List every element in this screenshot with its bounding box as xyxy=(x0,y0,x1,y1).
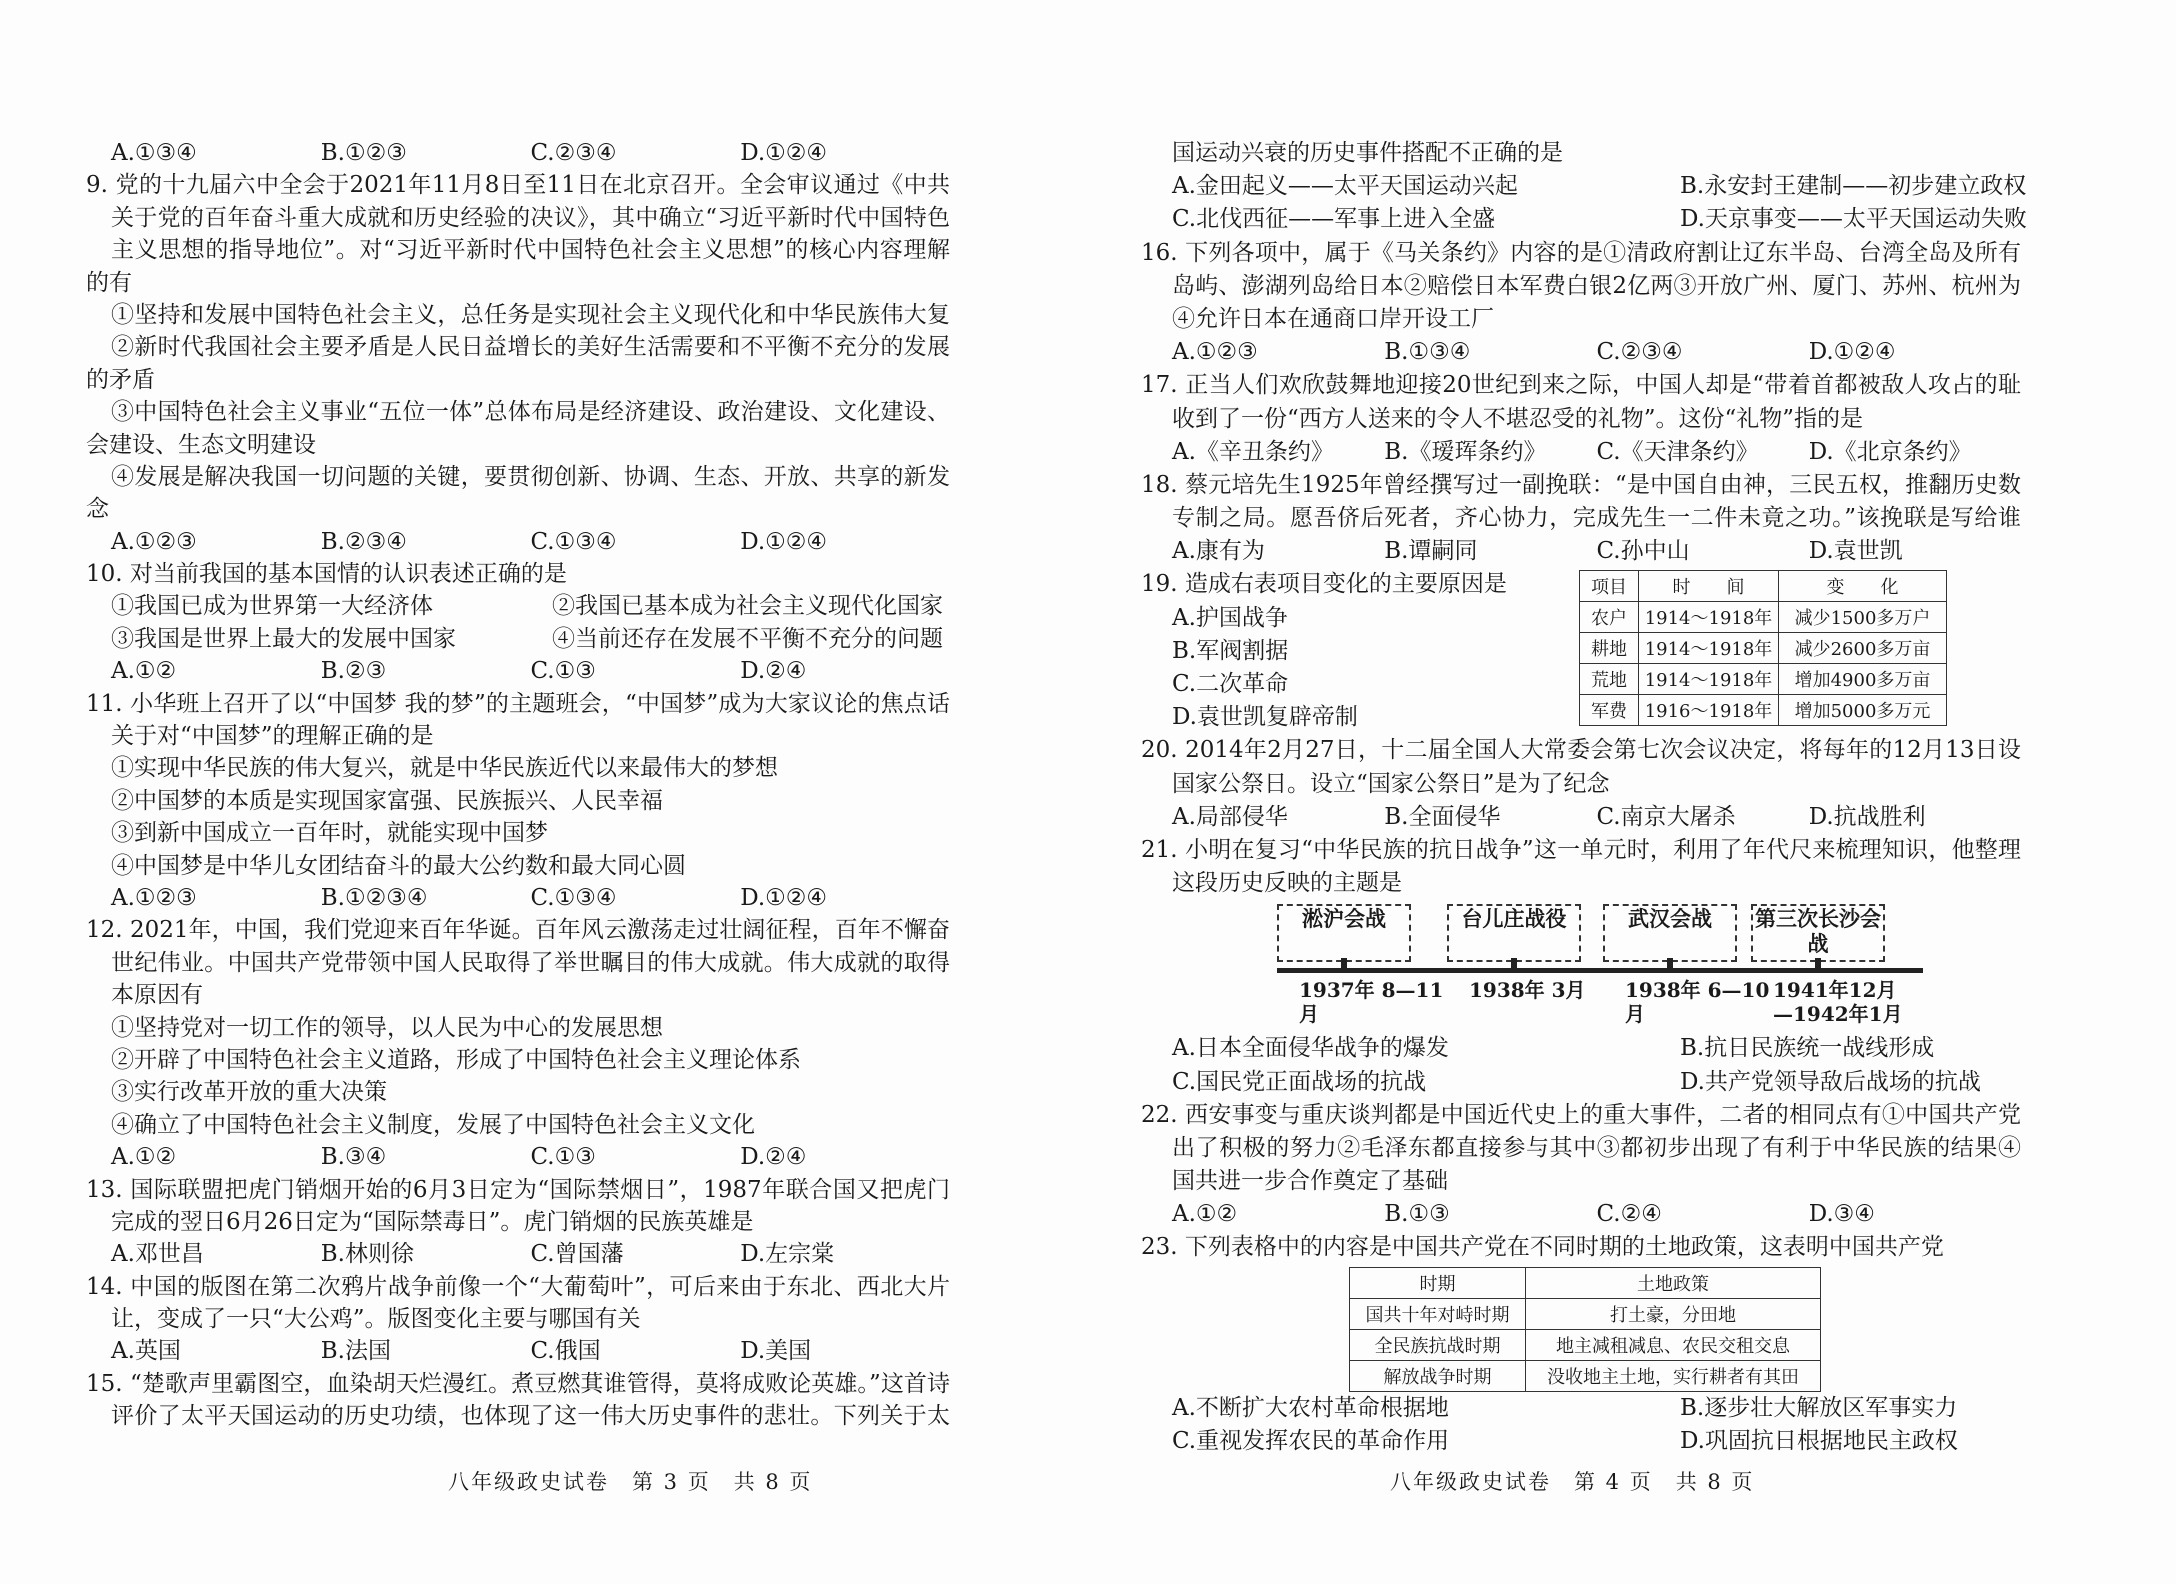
timeline-date: 1941年12月 —1942年1月 xyxy=(1773,978,1903,1027)
question-stem: 17. 正当人们欢欣鼓舞地迎接20世纪到来之际，中国人却是“带着首都被敌人攻占的耻 xyxy=(1141,372,2021,399)
text-line: 世纪伟业。中国共产党带领中国人民取得了举世瞩目的伟大成就。伟大成就的取得 xyxy=(111,949,950,976)
table-cell: 时期 xyxy=(1350,1267,1526,1298)
answer-option: D.①②④ xyxy=(740,140,828,166)
answer-option: A.康有为 xyxy=(1172,538,1265,565)
answer-option: D.左宗棠 xyxy=(740,1241,835,1268)
question-stem: 13. 国际联盟把虎门销烟开始的6月3日定为“国际禁烟日”，1987年联合国又把虎门 xyxy=(86,1176,950,1203)
answer-options xyxy=(1172,1425,2021,1458)
answer-option: D.袁世凯 xyxy=(1808,538,1903,565)
page-4-footer: 八年级政史试卷 第 4 页 共 8 页 xyxy=(1390,1470,1755,1494)
question-stem: 11. 小华班上召开了以“中国梦 我的梦”的主题班会，“中国梦”成为大家议论的焦点话 xyxy=(86,690,950,717)
answer-option: B.②③④ xyxy=(320,528,407,555)
answer-option: C.南京大屠杀 xyxy=(1596,803,1736,830)
answer-option: B.①③④ xyxy=(1384,339,1471,366)
answer-options xyxy=(1172,203,2027,236)
question-stem: 14. 中国的版图在第二次鸦片战争前像一个“大葡萄叶”，可后来由于东北、西北大片 xyxy=(86,1273,950,1300)
answer-options xyxy=(1172,436,2021,469)
answer-options xyxy=(111,1141,950,1173)
answer-options xyxy=(1172,1198,2021,1231)
answer-option: B.谭嗣同 xyxy=(1384,538,1478,565)
text-line: 主义思想的指导地位”。对“习近平新时代中国特色社会主义思想”的核心内容理解 xyxy=(111,237,950,264)
answer-option: B.全面侵华 xyxy=(1384,803,1501,830)
statement-item: ④确立了中国特色社会主义制度，发展了中国特色社会主义文化 xyxy=(111,1111,755,1138)
answer-option: C.①③④ xyxy=(530,528,617,555)
statement-item: A.护国战争 xyxy=(1172,604,1288,631)
table-cell: 荒地 xyxy=(1580,664,1639,695)
answer-option: D.①②④ xyxy=(740,884,828,911)
table-cell: 减少1500多万户 xyxy=(1779,602,1947,633)
table-cell: 没收地主土地，实行耕者有其田 xyxy=(1526,1360,1821,1391)
answer-options xyxy=(111,526,950,558)
timeline-tick xyxy=(1341,958,1347,970)
table-cell: 1916～1918年 xyxy=(1639,695,1779,726)
answer-option: B.①②③ xyxy=(320,140,407,166)
statement-item: ①坚持党对一切工作的领导，以人民为中心的发展思想 xyxy=(111,1014,663,1041)
statement-item: ①实现中华民族的伟大复兴，就是中华民族近代以来最伟大的梦想 xyxy=(111,755,778,782)
text-line: 会建设、生态文明建设 xyxy=(86,431,316,458)
answer-option: D.③④ xyxy=(1808,1201,1875,1228)
timeline-event-box: 武汉会战 xyxy=(1603,904,1737,962)
table-cell: 地主减租减息、农民交租交息 xyxy=(1526,1329,1821,1360)
answer-option: C.曾国藩 xyxy=(530,1241,624,1268)
timeline-date: 1938年 6—10月 xyxy=(1625,978,1770,1027)
answer-option: D.《北京条约》 xyxy=(1808,438,1972,465)
answer-options xyxy=(111,623,950,655)
text-line: 出了积极的努力②毛泽东都直接参与其中③都初步出现了有利于中华民族的结果④ xyxy=(1172,1134,2021,1161)
answer-option: ③我国是世界上最大的发展中国家 xyxy=(111,625,456,652)
statement-item: ④中国梦是中华儿女团结奋斗的最大公约数和最大同心圆 xyxy=(111,852,686,879)
answer-option: B.逐步壮大解放区军事实力 xyxy=(1680,1394,1958,1421)
text-line: 念 xyxy=(86,496,109,523)
text-line: 本原因有 xyxy=(111,982,203,1009)
answer-options xyxy=(111,882,950,914)
answer-option: B.②③ xyxy=(320,658,387,685)
question-stem: 21. 小明在复习“中华民族的抗日战争”这一单元时，利用了年代尺来梳理知识，他整理 xyxy=(1141,836,2021,863)
answer-option: C.②③④ xyxy=(530,140,617,166)
answer-option: C.①③④ xyxy=(530,884,617,911)
answer-option: A.不断扩大农村革命根据地 xyxy=(1172,1394,1449,1421)
text-line: 岛屿、澎湖列岛给日本②赔偿日本军费白银2亿两③开放广州、厦门、苏州、杭州为 xyxy=(1172,272,2021,299)
table-cell: 1914～1918年 xyxy=(1639,633,1779,664)
answer-option: C.②④ xyxy=(1596,1201,1662,1228)
answer-options xyxy=(1172,535,2021,568)
text-line: 让，变成了一只“大公鸡”。版图变化主要与哪国有关 xyxy=(111,1306,641,1333)
answer-options xyxy=(1172,170,2027,203)
answer-option: C.俄国 xyxy=(530,1338,601,1365)
statement-item: ③到新中国成立一百年时，就能实现中国梦 xyxy=(111,820,548,847)
answer-options xyxy=(1172,801,2021,834)
text-line: 这段历史反映的主题是 xyxy=(1172,870,1402,897)
text-line: 的矛盾 xyxy=(86,366,155,393)
statement-item: ③实行改革开放的重大决策 xyxy=(111,1079,387,1106)
page-3-column xyxy=(86,137,950,1433)
answer-options xyxy=(1172,1066,2021,1099)
answer-option: D.①②④ xyxy=(740,528,828,555)
answer-option: B.抗日民族统一战线形成 xyxy=(1680,1035,1935,1062)
timeline-date: 1937年 8—11月 xyxy=(1299,978,1444,1027)
text-line: 关于对“中国梦”的理解正确的是 xyxy=(111,723,434,750)
answer-option: C.①③ xyxy=(530,1144,596,1171)
answer-option: A.局部侵华 xyxy=(1172,803,1288,830)
answer-option: D.巩固抗日根据地民主政权 xyxy=(1680,1427,1958,1454)
timeline-tick xyxy=(1667,958,1673,970)
table-cell: 国共十年对峙时期 xyxy=(1350,1298,1526,1329)
timeline-tick xyxy=(1815,958,1821,970)
answer-option: A.①② xyxy=(111,658,177,685)
answer-option: C.国民党正面战场的抗战 xyxy=(1172,1068,1427,1095)
question-stem: 22. 西安事变与重庆谈判都是中国近代史上的重大事件，二者的相同点有①中国共产党 xyxy=(1141,1101,2021,1128)
timeline xyxy=(1277,900,1923,1032)
timeline-event-box: 台儿庄战役 xyxy=(1447,904,1581,962)
table-cell: 解放战争时期 xyxy=(1350,1360,1526,1391)
answer-option: D.天京事变——太平天国运动失败 xyxy=(1680,206,2027,233)
table-cell: 增加5000多万元 xyxy=(1779,695,1947,726)
statement-item: ②新时代我国社会主要矛盾是人民日益增长的美好生活需要和不平衡不充分的发展 xyxy=(111,334,950,361)
answer-option: D.共产党领导敌后战场的抗战 xyxy=(1680,1068,1981,1095)
table-cell: 项目 xyxy=(1580,571,1639,602)
answer-option: B.①②③④ xyxy=(320,884,428,911)
answer-option: D.抗战胜利 xyxy=(1808,803,1926,830)
answer-options xyxy=(1172,1392,2021,1425)
answer-option: B.法国 xyxy=(320,1338,391,1365)
table-cell: 农户 xyxy=(1580,602,1639,633)
statement-item: ④发展是解决我国一切问题的关键，要贯彻创新、协调、生态、开放、共享的新发 xyxy=(111,463,950,490)
statement-item: ②中国梦的本质是实现国家富强、民族振兴、人民幸福 xyxy=(111,787,663,814)
answer-option: D.美国 xyxy=(740,1338,812,1365)
text-line: 完成的翌日6月26日定为“国际禁毒日”。虎门销烟的民族英雄是 xyxy=(111,1208,754,1235)
answer-options xyxy=(1172,336,2021,369)
answer-option: A.①②③ xyxy=(111,884,197,911)
answer-option: ②我国已基本成为社会主义现代化国家 xyxy=(552,593,943,620)
answer-options xyxy=(1172,1032,2021,1065)
text-line: 专制之局。愿吾侪后死者，齐心协力，完成先生一二件未竟之功。”该挽联是写给谁 xyxy=(1172,505,2021,532)
answer-option: D.①②④ xyxy=(1808,339,1896,366)
statement-item: C.二次革命 xyxy=(1172,671,1289,697)
text-line: 收到了一份“西方人送来的令人不堪忍受的礼物”。这份“礼物”指的是 xyxy=(1172,405,1864,432)
table-cell: 军费 xyxy=(1580,695,1639,726)
timeline-tick xyxy=(1511,958,1517,970)
table-row xyxy=(1350,1267,1821,1298)
statement-item: D.袁世凯复辟帝制 xyxy=(1172,704,1358,731)
page-4-column xyxy=(1141,137,2027,1458)
question-stem: 20. 2014年2月27日，十二届全国人大常委会第七次会议决定，将每年的12月13日设 xyxy=(1141,737,2021,764)
answer-option: A.①② xyxy=(111,1144,177,1171)
question-stem: 23. 下列表格中的内容是中国共产党在不同时期的土地政策，这表明中国共产党 xyxy=(1141,1234,1944,1261)
answer-option: A.①②③ xyxy=(111,528,197,555)
table-row xyxy=(1350,1298,1821,1329)
text-line: 国共进一步合作奠定了基础 xyxy=(1172,1168,1448,1195)
answer-option: A.日本全面侵华战争的爆发 xyxy=(1172,1035,1449,1062)
text-line: 关于党的百年奋斗重大成就和历史经验的决议》，其中确立“习近平新时代中国特色 xyxy=(111,204,950,231)
answer-option: ①我国已成为世界第一大经济体 xyxy=(111,593,433,620)
answer-option: D.②④ xyxy=(740,658,807,685)
q23-land-policy-table xyxy=(1349,1267,1821,1392)
text-line: 评价了太平天国运动的历史功绩，也体现了这一伟大历史事件的悲壮。下列关于太 xyxy=(111,1403,950,1430)
answer-option: C.北伐西征——军事上进入全盛 xyxy=(1172,206,1496,233)
question-stem: 10. 对当前我国的基本国情的认识表述正确的是 xyxy=(86,561,567,588)
answer-option: A.①② xyxy=(1172,1201,1238,1228)
table-cell: 增加4900多万亩 xyxy=(1779,664,1947,695)
question-stem: 16. 下列各项中，属于《马关条约》内容的是①清政府割让辽东半岛、台湾全岛及所有 xyxy=(1141,239,2021,266)
table-cell: 1914～1918年 xyxy=(1639,602,1779,633)
answer-option: C.②③④ xyxy=(1596,339,1683,366)
answer-options xyxy=(111,655,950,687)
answer-option: A.①②③ xyxy=(1172,339,1258,366)
answer-options xyxy=(111,137,950,169)
answer-option: A.金田起义——太平天国运动兴起 xyxy=(1172,173,1518,200)
answer-option: B.③④ xyxy=(320,1144,387,1171)
question-stem: 9. 党的十九届六中全会于2021年11月8日至11日在北京召开。全会审议通过《中共 xyxy=(86,172,950,199)
statement-item: ②开辟了中国特色社会主义道路，形成了中国特色社会主义理论体系 xyxy=(111,1046,801,1073)
answer-option: B.《瑷珲条约》 xyxy=(1384,438,1547,465)
answer-option: C.重视发挥农民的革命作用 xyxy=(1172,1427,1450,1454)
table-cell: 打土豪，分田地 xyxy=(1526,1298,1821,1329)
statement-item: ③中国特色社会主义事业“五位一体”总体布局是经济建设、政治建设、文化建设、 xyxy=(111,399,950,426)
table-cell: 减少2600多万亩 xyxy=(1779,633,1947,664)
answer-option: C.①③ xyxy=(530,658,596,685)
answer-option: B.永安封王建制——初步建立政权 xyxy=(1680,173,2027,200)
timeline-axis xyxy=(1277,968,1923,973)
answer-option: B.①③ xyxy=(1384,1201,1450,1228)
page-3-footer: 八年级政史试卷 第 3 页 共 8 页 xyxy=(448,1470,813,1494)
answer-option: A.邓世昌 xyxy=(111,1241,204,1268)
text-line: ④允许日本在通商口岸开设工厂 xyxy=(1172,305,1494,332)
text-line: 国运动兴衰的历史事件搭配不正确的是 xyxy=(1172,140,1563,166)
table-cell: 全民族抗战时期 xyxy=(1350,1329,1526,1360)
table-cell: 时 间 xyxy=(1639,571,1779,602)
question-stem: 15. “楚歌声里霸图空，血染胡天烂漫红。煮豆燃萁谁管得，莫将成败论英雄。”这首诗 xyxy=(86,1370,950,1397)
answer-options xyxy=(111,1335,950,1367)
question-stem: 12. 2021年，中国，我们党迎来百年华诞。百年风云激荡走过壮阔征程，百年不懈奋 xyxy=(86,917,950,944)
answer-option: C.《天津条约》 xyxy=(1596,438,1759,465)
table-cell: 耕地 xyxy=(1580,633,1639,664)
table-row xyxy=(1350,1360,1821,1391)
table-cell: 1914～1918年 xyxy=(1639,664,1779,695)
question-stem: 18. 蔡元培先生1925年曾经撰写过一副挽联：“是中国自由神，三民五权，推翻历史数 xyxy=(1141,471,2021,498)
text-line: 的有 xyxy=(86,269,132,296)
statement-item: B.军阀割据 xyxy=(1172,637,1289,664)
statement-item: ①坚持和发展中国特色社会主义，总任务是实现社会主义现代化和中华民族伟大复 xyxy=(111,301,950,328)
table-cell: 土地政策 xyxy=(1526,1267,1821,1298)
answer-option: ④当前还存在发展不平衡不充分的问题 xyxy=(552,625,943,652)
question-stem: 19. 造成右表项目变化的主要原因是 xyxy=(1141,571,1507,598)
answer-option: D.②④ xyxy=(740,1144,807,1171)
table-row xyxy=(1350,1329,1821,1360)
answer-options xyxy=(111,590,950,622)
answer-option: A.英国 xyxy=(111,1338,181,1365)
table-cell: 变 化 xyxy=(1779,571,1947,602)
answer-option: A.①③④ xyxy=(111,140,197,166)
timeline-event-box: 淞沪会战 xyxy=(1277,904,1411,962)
timeline-event-box: 第三次长沙会战 xyxy=(1751,904,1885,962)
answer-option: B.林则徐 xyxy=(320,1241,414,1268)
answer-option: C.孙中山 xyxy=(1596,538,1690,565)
answer-option: A.《辛丑条约》 xyxy=(1172,438,1334,465)
text-line: 国家公祭日。设立“国家公祭日”是为了纪念 xyxy=(1172,770,1610,797)
timeline-date: 1938年 3月 xyxy=(1469,978,1586,1003)
answer-options xyxy=(111,1238,950,1270)
